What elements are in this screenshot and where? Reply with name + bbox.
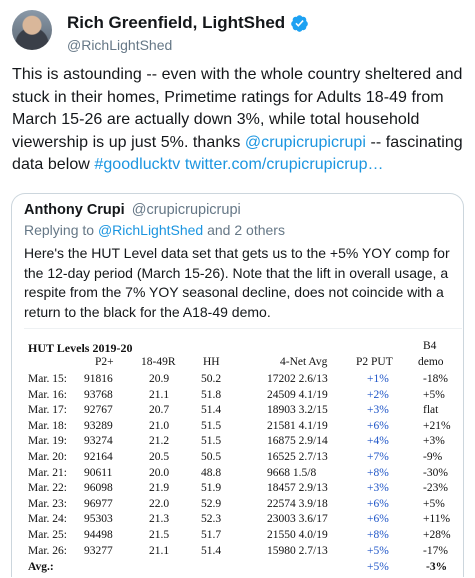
row-p2-put: +4% <box>367 435 389 448</box>
table-row <box>24 389 462 402</box>
row-18-49r: 21.3 <box>149 513 170 526</box>
header-4net-avg: 4-Net Avg <box>280 356 328 368</box>
author-handle[interactable]: @RichLightShed <box>67 37 173 53</box>
url-link[interactable]: twitter.com/crupicrupicrup… <box>184 156 384 173</box>
row-hh: 51.4 <box>201 544 222 557</box>
row-date: Mar. 22: <box>28 482 67 495</box>
row-p2-put: +5% <box>367 544 389 557</box>
table-row <box>24 513 462 526</box>
row-18-49r: 21.0 <box>149 419 170 432</box>
avg-label: Avg.: <box>28 561 54 574</box>
row-p2-put: +3% <box>367 482 389 495</box>
row-18-49r: 20.9 <box>149 373 170 385</box>
row-4net-avg: 16875 2.9/14 <box>267 435 328 448</box>
row-p2: 93274 <box>84 435 113 448</box>
row-date: Mar. 23: <box>28 497 67 510</box>
row-p2: 92164 <box>84 451 113 463</box>
row-4net-avg: 16525 2.7/13 <box>267 451 328 463</box>
row-4net-avg: 15980 2.7/13 <box>267 544 328 557</box>
header-hh: HH <box>203 356 220 368</box>
row-p2: 93289 <box>84 419 113 432</box>
row-hh: 51.5 <box>201 435 222 448</box>
row-4net-avg: 21581 4.1/19 <box>267 419 328 432</box>
avg-p2-put: +5% <box>367 561 389 574</box>
row-4net-avg: 22574 3.9/18 <box>267 497 328 510</box>
row-date: Mar. 26: <box>28 544 67 557</box>
table-row <box>24 420 462 433</box>
row-demo: -30% <box>423 466 448 479</box>
row-p2: 91816 <box>84 373 113 385</box>
row-hh: 50.5 <box>201 451 222 463</box>
row-4net-avg: 9668 1.5/8 <box>267 466 317 479</box>
row-p2: 92767 <box>84 404 113 417</box>
header-p2-put: P2 PUT <box>356 356 393 368</box>
header-p2: P2+ <box>95 356 114 368</box>
row-hh: 51.7 <box>201 529 222 541</box>
table-row <box>24 482 462 495</box>
row-date: Mar. 25: <box>28 529 67 541</box>
row-p2: 95303 <box>84 513 113 526</box>
tweet-text <box>12 64 467 177</box>
row-18-49r: 20.7 <box>149 404 170 417</box>
quoted-text: Here's the HUT Level data set that gets us to the +5% YOY comp for the 12-day period (March 15-26). Note that the lift in overall usage, a respite from the 7% YOY seasonal decline, does not coincide with a return to the black for the A18-49 demo. <box>24 245 450 320</box>
row-18-49r: 21.1 <box>149 388 170 401</box>
row-demo: -9% <box>423 451 443 463</box>
row-p2-put: +1% <box>367 373 389 385</box>
row-p2-put: +6% <box>367 497 389 510</box>
row-p2-put: +6% <box>367 513 389 526</box>
row-4net-avg: 18903 3.2/15 <box>267 404 328 417</box>
table-row <box>24 529 462 542</box>
quoted-display-name: Anthony Crupi <box>24 202 125 218</box>
author-name-row[interactable] <box>67 13 309 33</box>
header-18-49r: 18-49R <box>141 356 176 368</box>
row-hh: 51.4 <box>201 404 222 417</box>
table-row-avg <box>24 561 462 574</box>
row-date: Mar. 17: <box>28 404 67 417</box>
row-p2: 94498 <box>84 529 113 541</box>
row-4net-avg: 17202 2.6/13 <box>267 373 328 385</box>
row-demo: +3% <box>423 435 445 448</box>
table-row <box>24 467 462 480</box>
tweet-header <box>12 8 462 58</box>
verified-badge-icon <box>290 14 309 33</box>
row-demo: -17% <box>423 544 448 557</box>
row-hh: 51.8 <box>201 388 222 401</box>
table-row <box>24 373 462 386</box>
table-row <box>24 498 462 511</box>
author-display-name[interactable]: Rich Greenfield, LightShed <box>67 13 286 32</box>
row-date: Mar. 16: <box>28 388 67 401</box>
row-p2: 93277 <box>84 544 113 557</box>
row-date: Mar. 24: <box>28 513 67 526</box>
row-date: Mar. 18: <box>28 419 67 432</box>
quoted-author-row <box>24 202 241 218</box>
mention-link[interactable]: @crupicrupicrupi <box>244 133 366 151</box>
row-demo: +5% <box>423 497 445 510</box>
row-demo: +11% <box>423 513 451 526</box>
row-p2: 90611 <box>84 466 113 479</box>
header-b4: B4 <box>423 340 437 352</box>
row-hh: 52.9 <box>201 497 222 510</box>
row-hh: 48.8 <box>201 466 222 479</box>
row-demo: -18% <box>423 373 448 385</box>
row-hh: 51.9 <box>201 482 222 495</box>
reply-prefix: Replying to <box>24 222 98 238</box>
row-p2: 96098 <box>84 482 113 495</box>
table-title: HUT Levels 2019-20 <box>28 341 133 355</box>
hashtag-link[interactable]: #goodlucktv <box>94 156 181 173</box>
tweet-text-part-1: This is astounding -- even with the whole country sheltered and stuck in their homes, Primetime ratings for Adults 18-49 from March 15-26 are actually down 3%, while total household viewership is up just 5%. thanks <box>12 66 463 151</box>
quoted-handle: @crupicrupicrupi <box>131 202 241 218</box>
row-p2-put: +3% <box>367 404 389 417</box>
row-p2-put: +7% <box>367 451 389 463</box>
row-18-49r: 21.9 <box>149 482 170 495</box>
table-row <box>24 451 462 464</box>
avatar[interactable] <box>12 10 52 50</box>
row-demo: +21% <box>423 419 451 432</box>
row-18-49r: 20.0 <box>149 466 170 479</box>
row-18-49r: 22.0 <box>149 497 170 510</box>
row-p2-put: +8% <box>367 529 389 541</box>
row-hh: 50.2 <box>201 373 222 385</box>
row-18-49r: 21.2 <box>149 435 170 448</box>
row-p2: 96977 <box>84 497 113 510</box>
row-demo: -23% <box>423 482 448 495</box>
reply-handle-link[interactable]: @RichLightShed <box>97 222 204 238</box>
replying-to-line <box>24 222 285 238</box>
avg-demo: -3% <box>426 561 448 574</box>
row-4net-avg: 23003 3.6/17 <box>267 513 328 526</box>
row-p2-put: +6% <box>367 419 389 432</box>
row-hh: 52.3 <box>201 513 222 526</box>
quoted-tweet[interactable] <box>11 193 464 577</box>
row-demo: +28% <box>423 529 451 541</box>
row-date: Mar. 19: <box>28 435 67 448</box>
table-row <box>24 435 462 448</box>
row-18-49r: 21.1 <box>149 544 170 557</box>
row-hh: 51.5 <box>201 419 222 432</box>
row-p2-put: +2% <box>367 388 389 401</box>
table-row <box>24 404 462 417</box>
row-18-49r: 20.5 <box>149 451 170 463</box>
reply-suffix[interactable]: and 2 others <box>203 222 285 238</box>
row-date: Mar. 15: <box>28 373 67 385</box>
row-date: Mar. 20: <box>28 451 67 463</box>
table-row <box>24 545 462 558</box>
row-demo: +5% <box>423 388 445 401</box>
row-4net-avg: 24509 4.1/19 <box>267 388 328 401</box>
row-date: Mar. 21: <box>28 466 67 479</box>
row-p2: 93768 <box>84 388 113 401</box>
tweet-text-part-2: -- fascinating data below <box>12 133 463 173</box>
row-4net-avg: 18457 2.9/13 <box>267 482 328 495</box>
row-18-49r: 21.5 <box>149 529 170 541</box>
row-4net-avg: 21550 4.0/19 <box>267 529 328 541</box>
hut-levels-table-image[interactable] <box>24 328 462 578</box>
row-demo: flat <box>423 404 439 417</box>
row-p2-put: +8% <box>367 466 389 479</box>
header-demo: demo <box>418 356 444 368</box>
